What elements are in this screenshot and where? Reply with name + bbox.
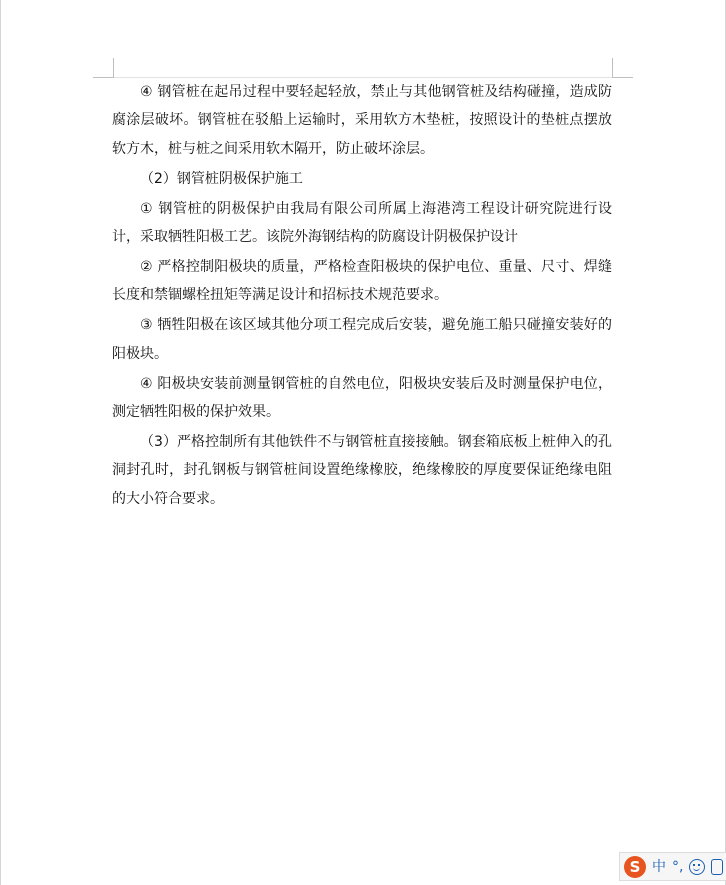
ime-status-bar[interactable] [619, 852, 726, 881]
toolbox-icon[interactable] [711, 859, 723, 875]
ime-punctuation-toggle[interactable]: °, [672, 858, 684, 875]
paragraph[interactable]: ② 严格控制阳极块的质量，严格检查阳极块的保护电位、重量、尺寸、焊缝长度和禁锢螺栓扭矩等满足设计和招标技术规范要求。 [112, 258, 612, 304]
ime-mode-toggle[interactable]: 中 [652, 858, 666, 875]
crop-mark-top-left-horizontal [93, 77, 114, 78]
document-body[interactable] [112, 78, 612, 513]
paragraph[interactable]: ④ 钢管桩在起吊过程中要轻起轻放，禁止与其他钢管桩及结构碰撞，造成防腐涂层破坏。钢管桩在驳船上运输时，采用软方木垫桩，按照设计的垫桩点摆放软方木，桩与桩之间采用软木隔开，防止破坏涂层。 [112, 84, 612, 157]
paragraph[interactable]: ③ 牺牲阳极在该区域其他分项工程完成后安装，避免施工船只碰撞安装好的阳极块。 [112, 317, 612, 362]
crop-mark-top-right-horizontal [612, 77, 633, 78]
paragraph[interactable]: ① 钢管桩的阴极保护由我局有限公司所属上海港湾工程设计研究院进行设计，采取牺牲阳极工艺。该院外海钢结构的防腐设计阴极保护设计 [112, 200, 612, 246]
paragraph[interactable]: ④ 阳极块安装前测量钢管桩的自然电位，阳极块安装后及时测量保护电位，测定牺牲阳极的保护效果。 [112, 375, 612, 420]
paragraph[interactable]: （3）严格控制所有其他铁件不与钢管桩直接接触。钢套箱底板上桩伸入的孔洞封孔时，封孔钢板与钢管桩间设置绝缘橡胶，绝缘橡胶的厚度要保证绝缘电阻的大小符合要求。 [112, 433, 612, 507]
crop-mark-top-left-vertical [113, 58, 114, 78]
emoji-icon[interactable] [689, 859, 705, 875]
section-heading[interactable]: （2）钢管桩阴极保护施工 [140, 170, 303, 187]
sogou-logo-icon[interactable]: S [624, 856, 646, 878]
crop-mark-top-right-vertical [612, 58, 613, 78]
